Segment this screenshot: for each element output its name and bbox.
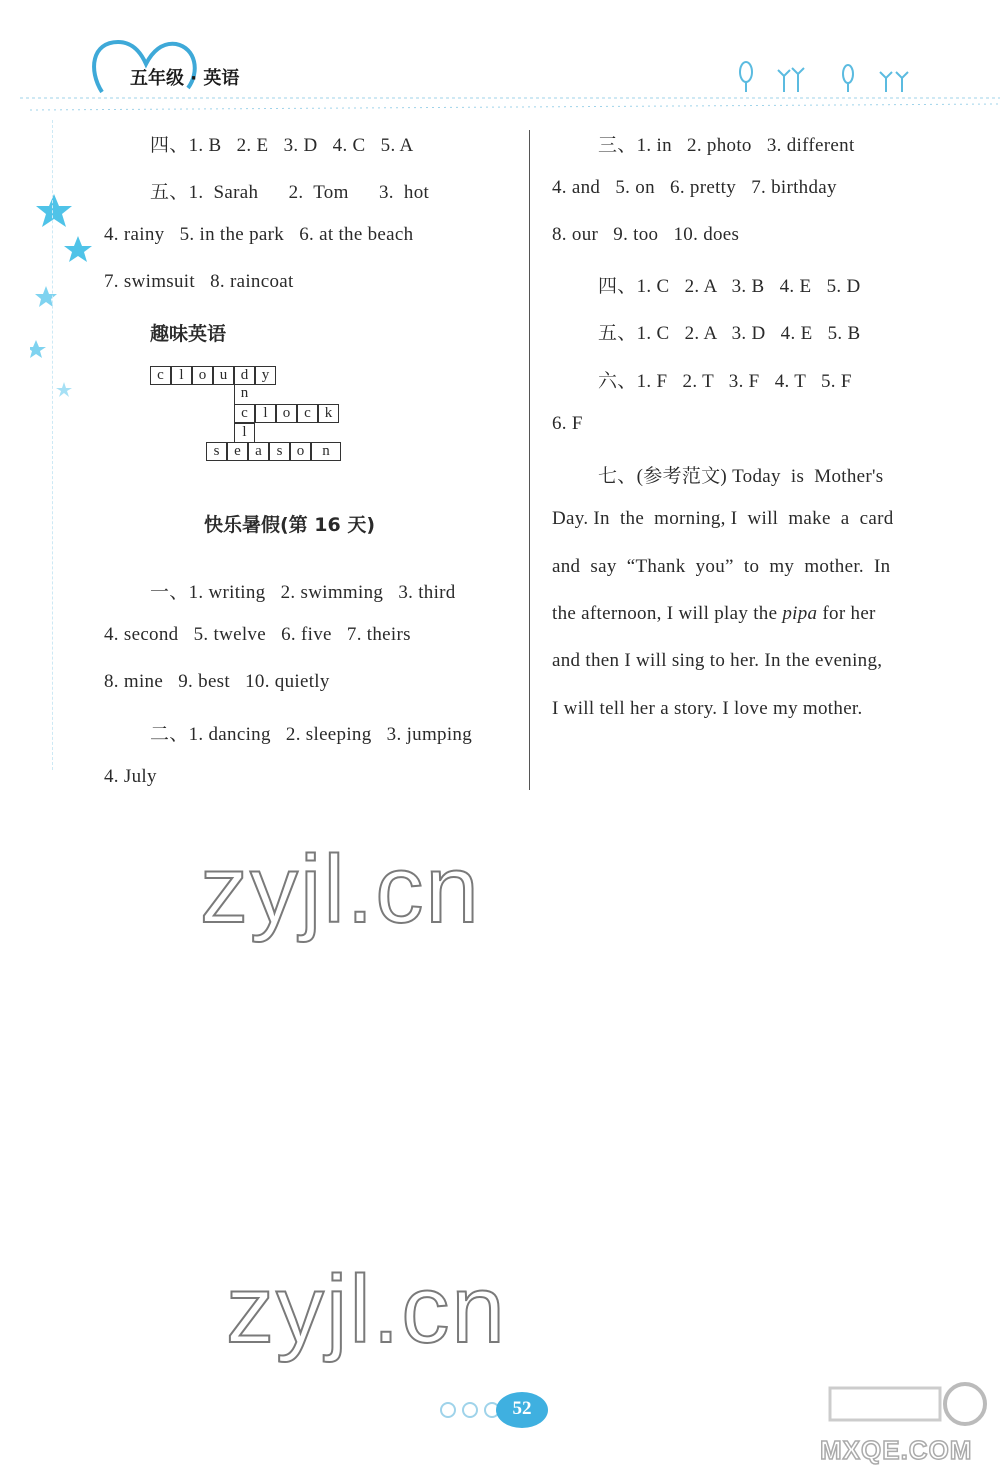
watermark: zyjl.cn bbox=[226, 1256, 507, 1363]
crossword-cell: u bbox=[213, 366, 234, 385]
right-section-5: 五、1. C 2. A 3. D 4. E 5. B bbox=[598, 323, 861, 344]
crossword-cell: o bbox=[276, 404, 297, 423]
left-section-1-line3: 8. mine 9. best 10. quietly bbox=[104, 671, 330, 692]
tree-icons bbox=[740, 62, 908, 92]
crossword-cell: s bbox=[206, 442, 227, 461]
left-section-2-line2: 4. July bbox=[104, 766, 157, 787]
left-section-5-line3: 7. swimsuit 8. raincoat bbox=[104, 271, 294, 292]
left-section-5-line2: 4. rainy 5. in the park 6. at the beach bbox=[104, 224, 414, 245]
header-label: 五年级 · 英语 bbox=[130, 68, 240, 89]
fun-english-title: 趣味英语 bbox=[150, 323, 227, 345]
right-section-4: 四、1. C 2. A 3. B 4. E 5. D bbox=[598, 276, 861, 297]
column-divider bbox=[529, 130, 530, 790]
logo-text: MXQE.COM bbox=[820, 1435, 973, 1465]
crossword-cell: d bbox=[234, 366, 255, 385]
crossword-cell: s bbox=[269, 442, 290, 461]
crossword-cell: n bbox=[240, 385, 249, 401]
right-section-3-line3: 8. our 9. too 10. does bbox=[552, 224, 740, 245]
left-section-2-line1: 二、1. dancing 2. sleeping 3. jumping bbox=[150, 724, 472, 745]
star-decorations bbox=[30, 190, 100, 410]
crossword-cell: e bbox=[227, 442, 248, 461]
page-number: 52 bbox=[512, 1398, 532, 1419]
crossword-cell: l bbox=[171, 366, 192, 385]
crossword-cell: k bbox=[318, 404, 339, 423]
crossword-cell: l bbox=[255, 404, 276, 423]
left-section-4: 四、1. B 2. E 3. D 4. C 5. A bbox=[150, 135, 414, 156]
crossword-cell: n bbox=[311, 442, 341, 461]
left-section-1-line2: 4. second 5. twelve 6. five 7. theirs bbox=[104, 624, 411, 645]
crossword-cell: c bbox=[297, 404, 318, 423]
left-margin-line bbox=[52, 120, 54, 770]
star-icon bbox=[64, 236, 92, 262]
right-section-3-line1: 三、1. in 2. photo 3. different bbox=[598, 135, 855, 156]
logo-mark-icon bbox=[820, 1380, 990, 1430]
crossword-cell: o bbox=[290, 442, 311, 461]
right-section-6-line2: 6. F bbox=[552, 413, 583, 434]
star-icon bbox=[30, 340, 46, 358]
left-section-5-line1: 五、1. Sarah 2. Tom 3. hot bbox=[150, 182, 430, 203]
essay-line-5: and then I will sing to her. In the evening, bbox=[552, 650, 883, 671]
right-section-6-line1: 六、1. F 2. T 3. F 4. T 5. F bbox=[598, 371, 852, 392]
crossword-cell: y bbox=[255, 366, 276, 385]
crossword-cell: l bbox=[234, 423, 255, 442]
crossword-cell: c bbox=[150, 366, 171, 385]
essay-line-6: I will tell her a story. I love my mother. bbox=[552, 698, 863, 719]
essay-line-1: 七、(参考范文) Today is Mother's bbox=[598, 466, 884, 487]
star-icon bbox=[56, 382, 72, 397]
star-icon bbox=[36, 194, 72, 227]
essay-line-3: and say “Thank you” to my mother. In bbox=[552, 556, 891, 577]
watermark: zyjl.cn bbox=[200, 836, 481, 943]
corner-logo bbox=[820, 1380, 990, 1465]
day-title: 快乐暑假(第 16 天) bbox=[204, 514, 376, 536]
crossword-cell: a bbox=[248, 442, 269, 461]
essay-line-2: Day. In the morning, I will make a card bbox=[552, 508, 894, 529]
essay-line-4: the afternoon, I will play the pipa for her bbox=[552, 603, 876, 624]
right-section-3-line2: 4. and 5. on 6. pretty 7. birthday bbox=[552, 177, 837, 198]
left-section-1-line1: 一、1. writing 2. swimming 3. third bbox=[150, 582, 456, 603]
crossword-cell: o bbox=[192, 366, 213, 385]
crossword-cell: c bbox=[234, 404, 255, 423]
